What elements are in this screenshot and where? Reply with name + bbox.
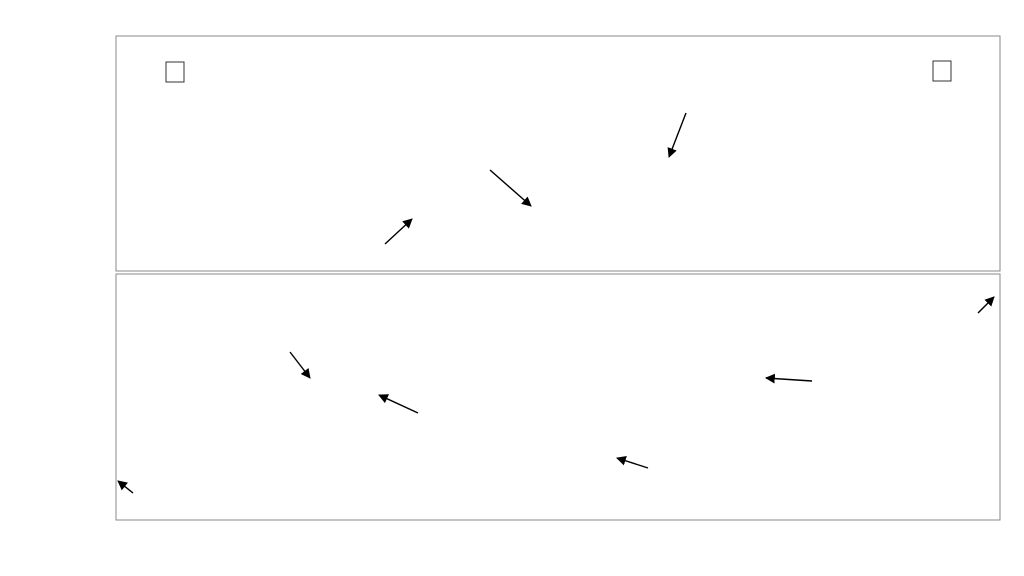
east-box <box>933 61 951 81</box>
top-plot-frame <box>116 36 1000 271</box>
bottom-plot-frame <box>116 274 1000 520</box>
west-box <box>166 62 184 82</box>
